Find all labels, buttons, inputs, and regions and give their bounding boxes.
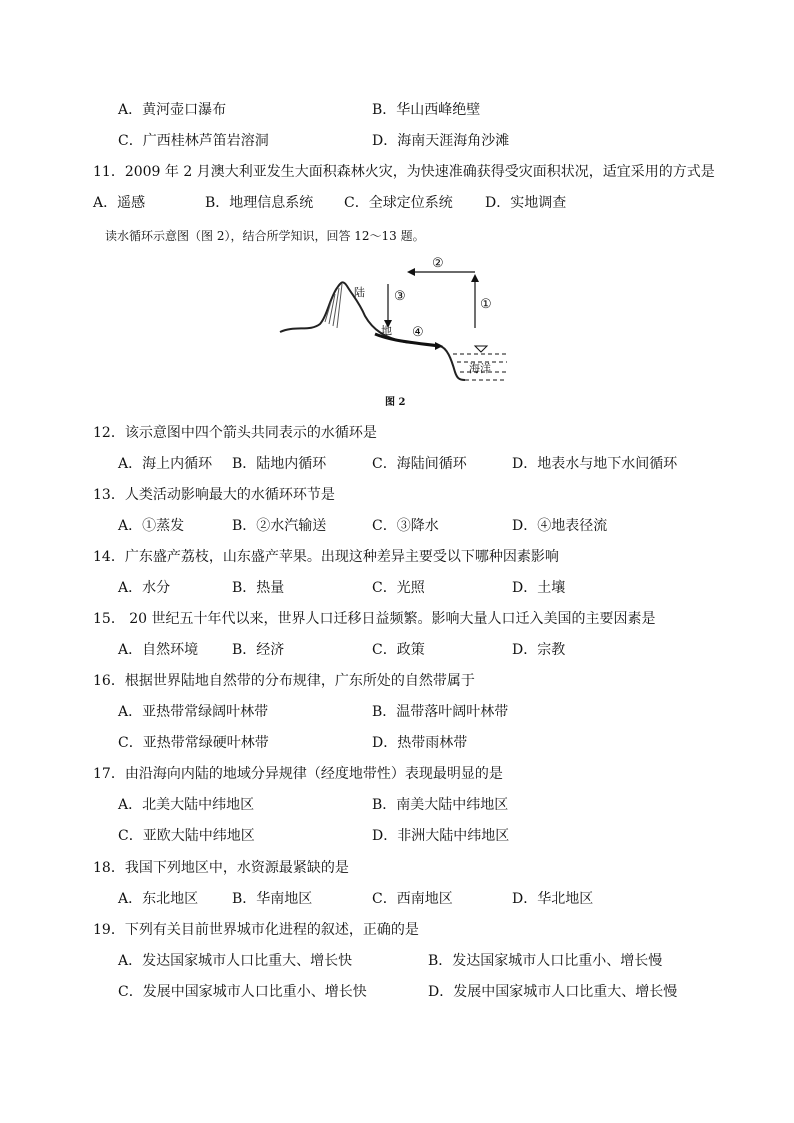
q15-option-a: A．自然环境 (118, 642, 199, 658)
q11-stem: 11．2009 年 2 月澳大利亚发生大面积森林火灾，为快速准确获得受灾面积状况，适宜采用的方式是 (93, 164, 715, 180)
land-label-bottom: 地 (381, 324, 392, 337)
q18-stem: 18．我国下列地区中，水资源最紧缺的是 (93, 860, 349, 876)
arrow-4-head (435, 342, 443, 350)
water-cycle-figure (275, 250, 525, 410)
q10-option-b: B．华山西峰绝壁 (372, 102, 481, 118)
arrow-1-label: ① (480, 297, 492, 312)
q13-option-d: D．④地表径流 (512, 518, 608, 534)
arrow-1-head (471, 274, 479, 282)
q12-option-a: A．海上内循环 (118, 456, 213, 472)
q14-option-d: D．土壤 (512, 580, 566, 596)
q16-stem: 16．根据世界陆地自然带的分布规律，广东所处的自然带属于 (93, 673, 475, 689)
land-label-top: 陆 (354, 286, 365, 299)
mountain-shading (325, 284, 342, 328)
q14-option-a: A．水分 (118, 580, 171, 596)
q17-option-a: A．北美大陆中纬地区 (118, 797, 255, 813)
q14-option-c: C．光照 (372, 580, 425, 596)
q19-option-c: C．发展中国家城市人口比重小、增长快 (118, 984, 367, 1000)
q16-option-b: B．温带落叶阔叶林带 (372, 704, 509, 720)
land-profile (280, 282, 465, 380)
arrow-2-head (407, 268, 415, 276)
q15-option-c: C．政策 (372, 642, 425, 658)
q13-option-a: A．①蒸发 (118, 518, 185, 534)
arrow-4-label: ④ (412, 325, 424, 340)
q16-option-d: D．热带雨林带 (372, 735, 468, 751)
q17-option-b: B．南美大陆中纬地区 (372, 797, 509, 813)
q16-option-c: C．亚热带常绿硬叶林带 (118, 735, 269, 751)
q19-stem: 19．下列有关目前世界城市化进程的叙述，正确的是 (93, 922, 419, 938)
q11-option-c: C．全球定位系统 (344, 195, 453, 211)
q18-option-c: C．西南地区 (372, 891, 453, 907)
arrow-2-label: ② (432, 256, 444, 271)
figure-caption: 图 2 (385, 397, 406, 408)
ocean-label: 海洋 (469, 362, 491, 375)
q18-option-a: A．东北地区 (118, 891, 199, 907)
q14-stem: 14．广东盛产荔枝，山东盛产苹果。出现这种差异主要受以下哪种因素影响 (93, 549, 559, 565)
q13-stem: 13．人类活动影响最大的水循环环节是 (93, 487, 335, 503)
q12-option-b: B．陆地内循环 (232, 456, 327, 472)
q19-option-b: B．发达国家城市人口比重小、增长慢 (428, 953, 663, 969)
q19-option-a: A．发达国家城市人口比重大、增长快 (118, 953, 353, 969)
q11-option-b: B．地理信息系统 (205, 195, 314, 211)
water-level-marker (475, 346, 487, 352)
q11-option-d: D．实地调查 (485, 195, 567, 211)
q17-option-c: C．亚欧大陆中纬地区 (118, 828, 255, 844)
q18-option-b: B．华南地区 (232, 891, 313, 907)
q14-option-b: B．热量 (232, 580, 285, 596)
q13-option-c: C．③降水 (372, 518, 439, 534)
q10-option-a: A．黄河壶口瀑布 (118, 102, 227, 118)
q17-option-d: D．非洲大陆中纬地区 (372, 828, 510, 844)
q11-option-a: A．遥感 (93, 195, 146, 211)
figure-intro: 读水循环示意图（图 2），结合所学知识，回答 12～13 题。 (105, 229, 425, 243)
q10-option-c: C．广西桂林芦笛岩溶洞 (118, 133, 269, 149)
arrow-3-label: ③ (394, 289, 406, 304)
q15-option-b: B．经济 (232, 642, 285, 658)
q19-option-d: D．发展中国家城市人口比重大、增长慢 (428, 984, 678, 1000)
q15-stem: 15． 20 世纪五十年代以来，世界人口迁移日益频繁。影响大量人口迁入美国的主要因素是 (93, 611, 656, 627)
q12-stem: 12．该示意图中四个箭头共同表示的水循环是 (93, 425, 377, 441)
q16-option-a: A．亚热带常绿阔叶林带 (118, 704, 269, 720)
q17-stem: 17．由沿海向内陆的地域分异规律（经度地带性）表现最明显的是 (93, 766, 503, 782)
q15-option-d: D．宗教 (512, 642, 566, 658)
q12-option-c: C．海陆间循环 (372, 456, 467, 472)
q13-option-b: B．②水汽输送 (232, 518, 327, 534)
q18-option-d: D．华北地区 (512, 891, 594, 907)
q10-option-d: D．海南天涯海角沙滩 (372, 133, 510, 149)
q12-option-d: D．地表水与地下水间循环 (512, 456, 678, 472)
